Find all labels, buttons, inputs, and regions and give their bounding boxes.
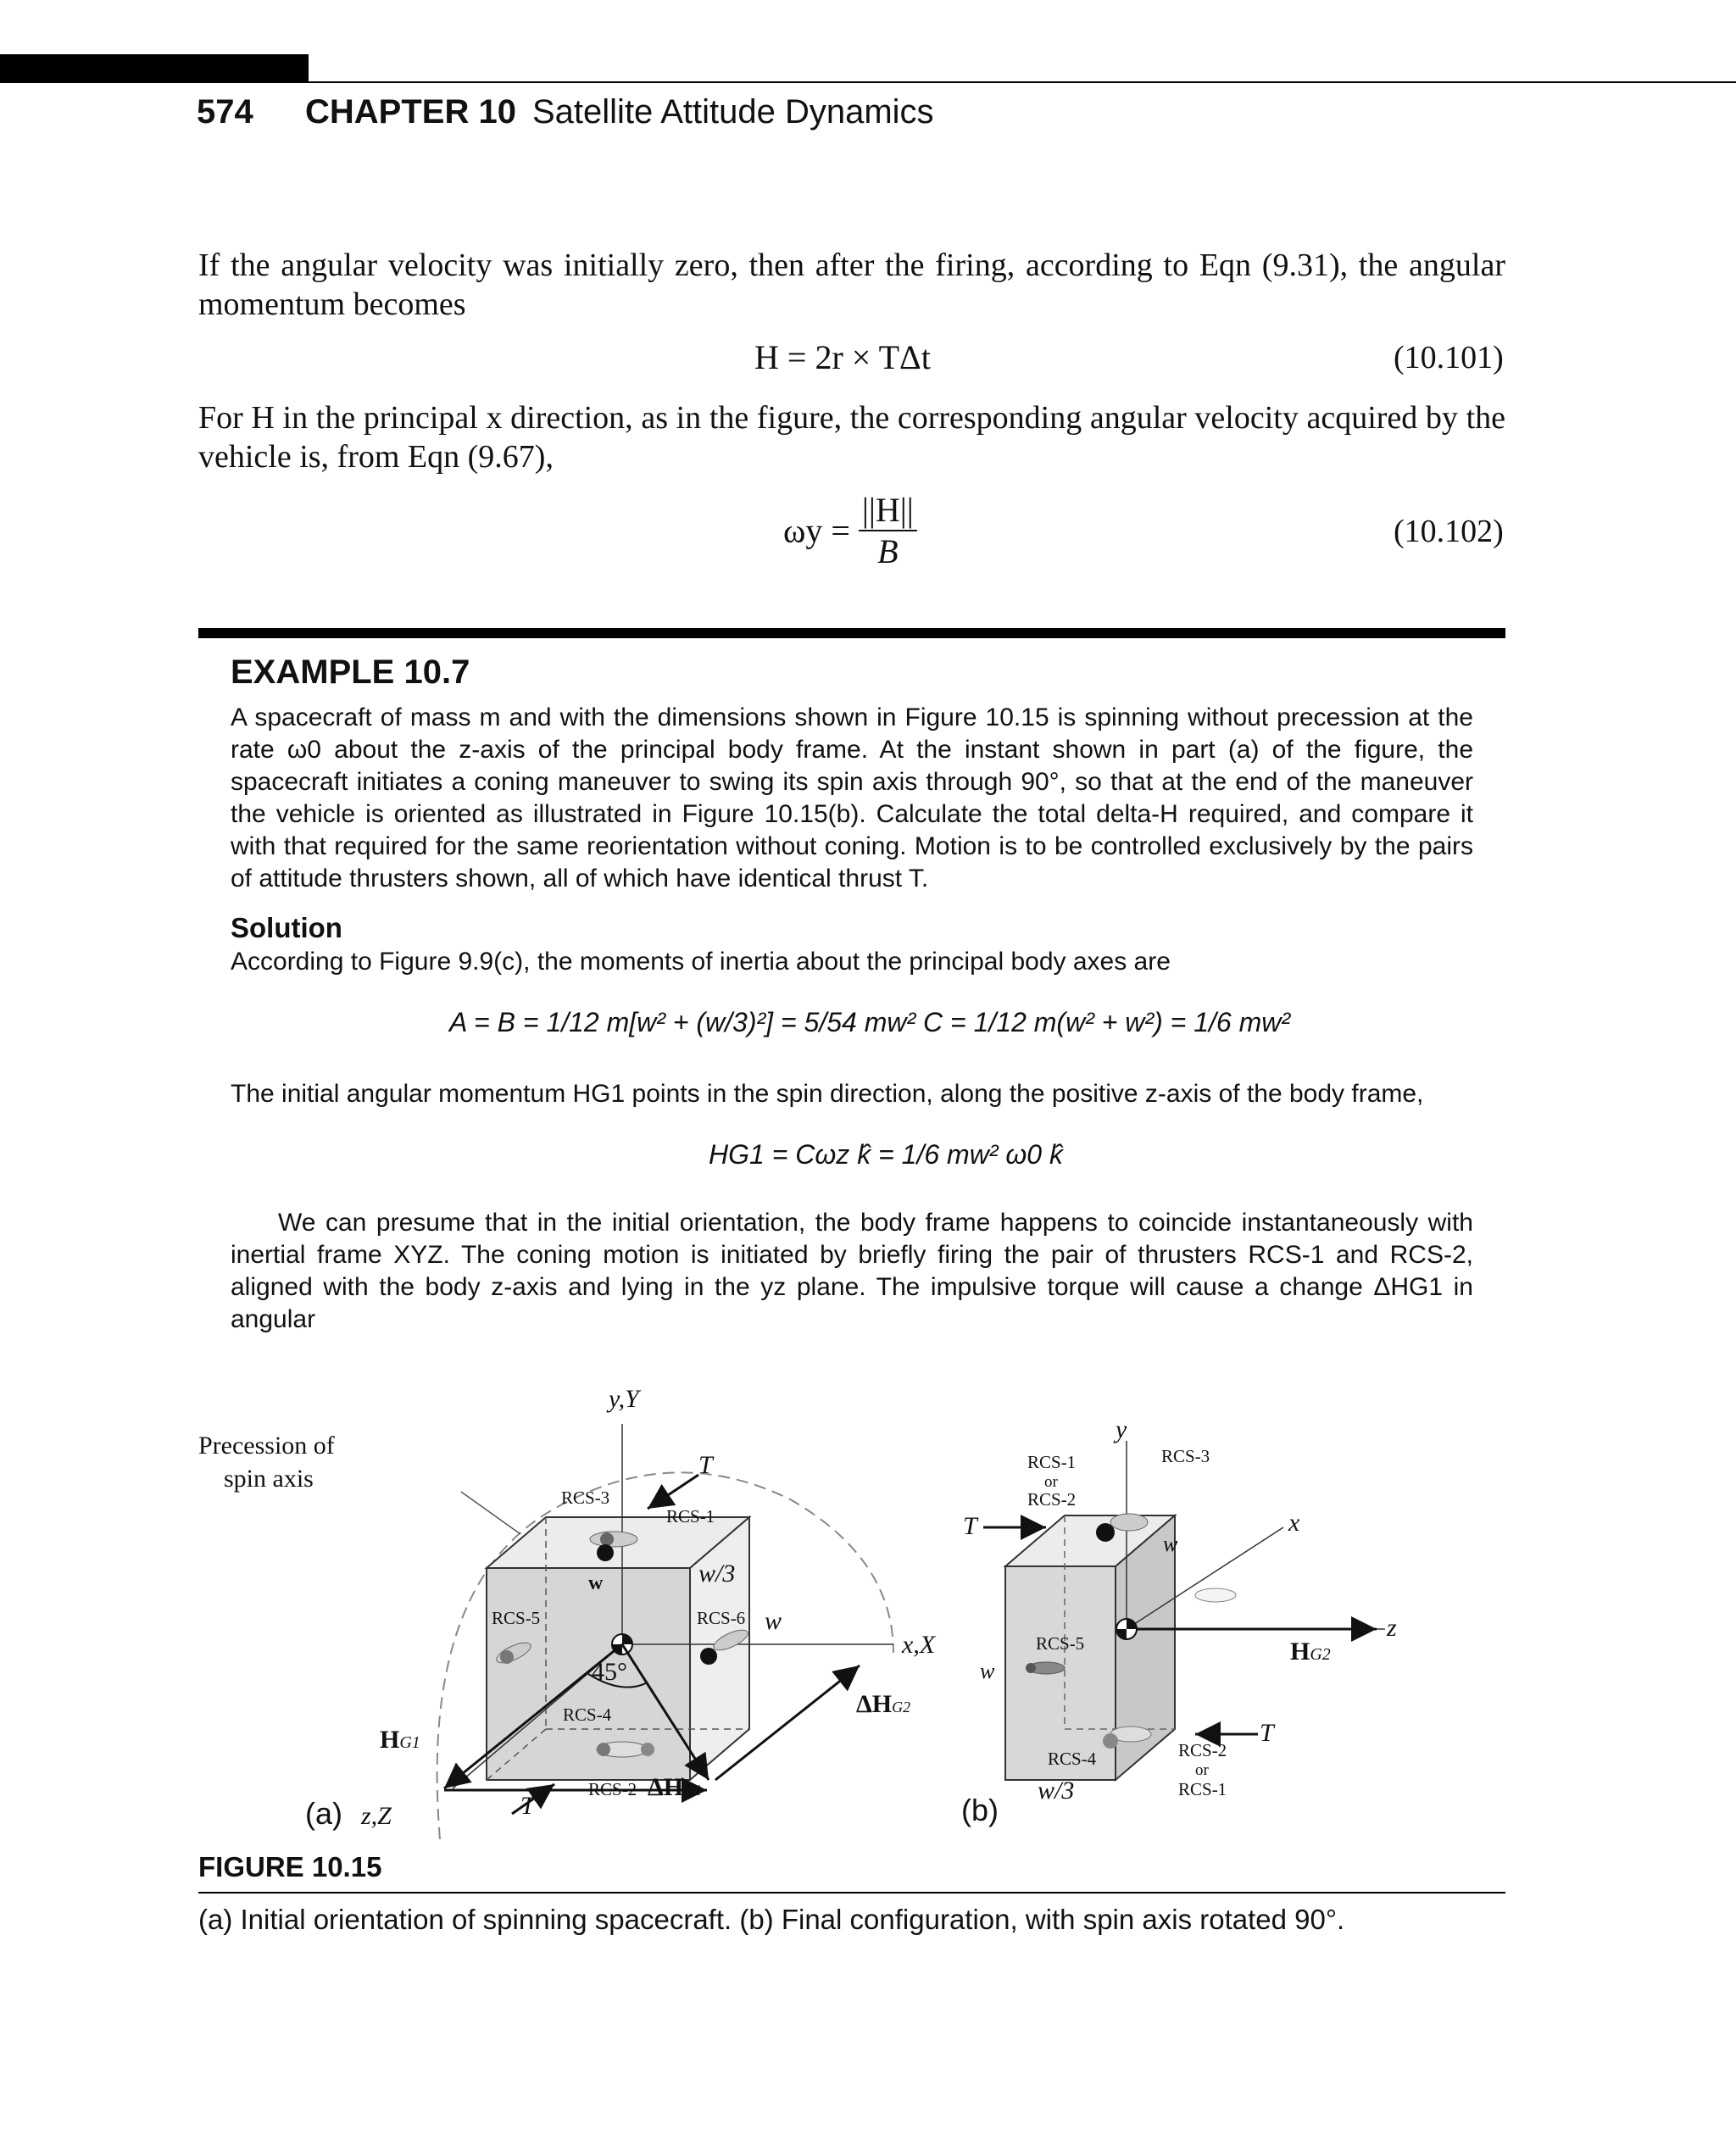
b-rcs-21-label-a: RCS-2 bbox=[1178, 1740, 1227, 1760]
rcs-5-label: RCS-5 bbox=[492, 1608, 541, 1628]
rcs-6-label: RCS-6 bbox=[697, 1608, 746, 1628]
y-axis-label: y,Y bbox=[609, 1385, 639, 1413]
b-rcs-12-label-a: RCS-1 bbox=[1027, 1452, 1077, 1472]
paragraph-1: If the angular velocity was initially zero, then after the firing, according to Eqn (9.31), the angular momentum becomes bbox=[198, 247, 1505, 322]
b-thruster-rcs-3-icon bbox=[1195, 1588, 1236, 1602]
b-x-axis-label: x bbox=[1288, 1509, 1300, 1537]
hg2-label: HG2 bbox=[1290, 1638, 1331, 1666]
rcs-2-label: RCS-2 bbox=[588, 1779, 637, 1799]
precession-label-1: Precession of bbox=[198, 1432, 335, 1460]
x-axis-label: x,X bbox=[902, 1631, 936, 1659]
fraction-numerator: ||H|| bbox=[859, 490, 917, 531]
fraction bbox=[859, 490, 917, 571]
equation-number-10-101: (10.101) bbox=[1394, 340, 1504, 375]
b-thrust-label-left: T bbox=[963, 1512, 977, 1540]
paragraph-3: We can presume that in the initial orientation, the body frame happens to coincide instantaneously with inertial frame XYZ. The coning motion is initiated by briefly firing the pair of thrusters RCS-1 and RCS-2, aligned with the body z-axis and lying in the yz plane. The impulsive torque will cause a change ΔHG1 in angular bbox=[231, 1209, 1473, 1333]
b-rcs-12-label-b: RCS-2 bbox=[1027, 1489, 1077, 1510]
b-thrust-label-right: T bbox=[1260, 1719, 1274, 1747]
hg1-label: HG1 bbox=[380, 1726, 420, 1754]
b-y-axis-label: y bbox=[1116, 1415, 1127, 1443]
example-title: EXAMPLE 10.7 bbox=[231, 653, 470, 691]
panel-b-label: (b) bbox=[961, 1793, 999, 1827]
b-w-left-label: w bbox=[980, 1659, 995, 1683]
figure-part-b bbox=[961, 1415, 1397, 1827]
momentum-intro: The initial angular momentum HG1 points in the spin direction, along the positive z-axis of the body frame, bbox=[231, 1080, 1424, 1108]
solution-heading: Solution bbox=[231, 912, 342, 943]
rcs-1-label: RCS-1 bbox=[666, 1506, 715, 1527]
equation-number-10-102: (10.102) bbox=[1394, 514, 1504, 549]
chapter-title: Satellite Attitude Dynamics bbox=[532, 93, 934, 131]
fraction-denominator: B bbox=[877, 532, 899, 570]
thrust-label-bottom: T bbox=[520, 1792, 535, 1820]
equation-10-101: H = 2r × TΔt bbox=[754, 338, 931, 376]
thrust-label-top: T bbox=[698, 1451, 713, 1479]
b-rcs-3-label: RCS-3 bbox=[1161, 1446, 1210, 1466]
example-statement: A spacecraft of mass m and with the dimensions shown in Figure 10.15 is spinning without precession at the rate ω0 about the z-axis of the principal body frame. At the instant shown in part (a) of the figure, the spacecraft initiates a coning maneuver to swing its spin axis through 90°, so that at the end of the maneuver the vehicle is oriented as illustrated in Figure 10.15(b). Calculate the total delta-H required, and compare it with that required for the same reorientation without coning. Motion is to be controlled exclusively by the pairs of attitude thrusters shown, all of which have identical thrust T. bbox=[231, 703, 1473, 893]
page-number: 574 bbox=[197, 93, 253, 131]
equation-10-102 bbox=[783, 490, 917, 571]
rcs-4-label: RCS-4 bbox=[563, 1704, 612, 1725]
precession-leader bbox=[461, 1492, 520, 1534]
thrust-arrow-top bbox=[648, 1475, 698, 1509]
rcs-3-label: RCS-3 bbox=[561, 1488, 610, 1508]
precession-label-2: spin axis bbox=[224, 1465, 314, 1493]
z-axis-label: z,Z bbox=[361, 1802, 392, 1830]
w-bold-label: w bbox=[588, 1572, 604, 1594]
b-w-third-label: w/3 bbox=[1038, 1777, 1075, 1805]
figure-label: FIGURE 10.15 bbox=[198, 1851, 382, 1882]
header-bar bbox=[0, 54, 309, 83]
momentum-equation: HG1 = Cωz k̂ = 1/6 mw² ω0 k̂ bbox=[709, 1139, 1063, 1170]
b-rcs-4-label: RCS-4 bbox=[1048, 1749, 1097, 1769]
w-third-label: w/3 bbox=[698, 1560, 736, 1588]
b-rcs-21-label-or: or bbox=[1195, 1761, 1209, 1779]
header-rule bbox=[309, 81, 1736, 83]
b-w-top-label: w bbox=[1163, 1532, 1178, 1556]
b-rcs-12-label-or: or bbox=[1044, 1473, 1058, 1491]
delta-hg1-label: ΔHG1 bbox=[648, 1773, 703, 1801]
figure-part-a bbox=[198, 1385, 937, 1839]
omega-y-lhs: ωy = bbox=[783, 511, 850, 550]
figure-caption: (a) Initial orientation of spinning spacecraft. (b) Final configuration, with spin axis rotated 90°. bbox=[198, 1904, 1345, 1935]
delta-hg2-label: ΔHG2 bbox=[856, 1690, 911, 1718]
b-z-axis-label: z bbox=[1387, 1614, 1397, 1642]
figure-10-15 bbox=[198, 1382, 1470, 1839]
angle-label: 45° bbox=[592, 1658, 627, 1686]
solution-intro: According to Figure 9.9(c), the moments of inertia about the principal body axes are bbox=[231, 948, 1171, 976]
w-side-label: w bbox=[765, 1607, 782, 1635]
inertia-equation: A = B = 1/12 m[w² + (w/3)²] = 5/54 mw² C = 1/12 m(w² + w²) = 1/6 mw² bbox=[449, 1007, 1290, 1037]
example-rule bbox=[198, 628, 1505, 638]
b-rcs-21-label-b: RCS-1 bbox=[1178, 1779, 1227, 1799]
caption-rule bbox=[198, 1892, 1505, 1894]
panel-a-label: (a) bbox=[305, 1796, 342, 1831]
b-rcs-5-label: RCS-5 bbox=[1036, 1633, 1085, 1654]
thruster-rcs-4-icon bbox=[597, 1742, 654, 1757]
paragraph-2: For H in the principal x direction, as in the figure, the corresponding angular velocity acquired by the vehicle is, from Eqn (9.67), bbox=[198, 400, 1505, 475]
chapter-label: CHAPTER 10 bbox=[305, 93, 516, 131]
b-thruster-rcs-5-icon bbox=[1026, 1662, 1065, 1674]
